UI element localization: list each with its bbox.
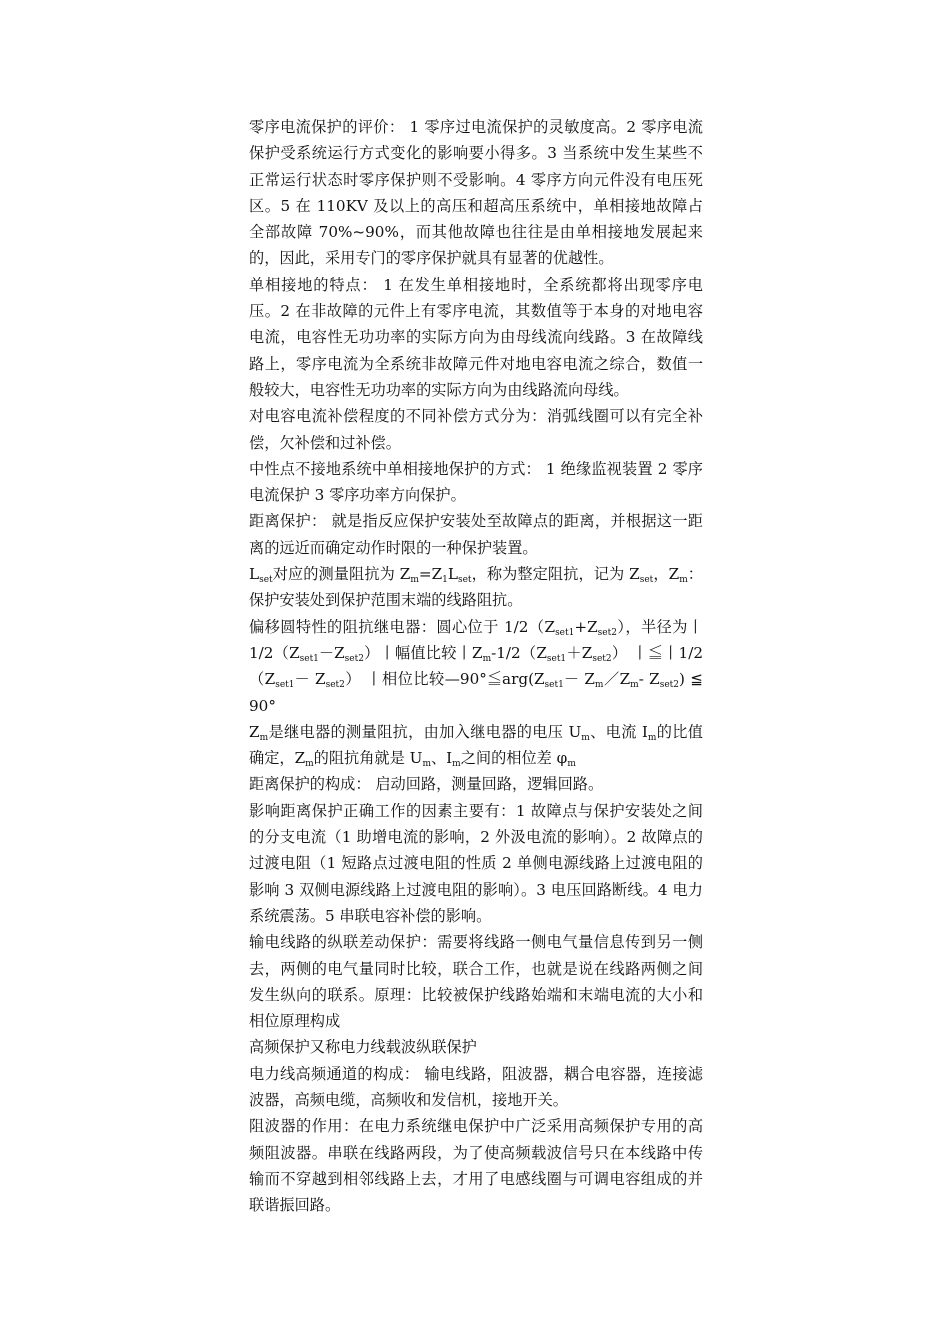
paragraph-distance-protection-composition: 距离保护的构成： 启动回路，测量回路，逻辑回路。	[249, 775, 604, 794]
paragraph-setting-impedance: $L_{set}$对应的测量阻抗为 $Z_m=Z_1L_{set}$，称为整定阻抗，记为 $Z_{set}$，$Z_m$：保护安装处到保护范围末端的线路阻抗。	[249, 565, 703, 610]
paragraph-ungrounded-protection-methods: 中性点不接地系统中单相接地保护的方式： 1 绝缘监视装置 2 零序电流保护 3 零序功率方向保护。	[249, 459, 703, 505]
paragraph-hf-channel-composition: 电力线高频通道的构成： 输电线路，阻波器，耦合电容器，连接滤波器，高频电缆，高频收和发信机，接地开关。	[249, 1064, 703, 1109]
paragraph-measured-impedance: $Z_m$是继电器的测量阻抗，由加入继电器的电压 $U_m$、电流 $I_m$的比值确定，$Z_m$的阻抗角就是 $U_m$、$I_m$之间的相位差 $\varphi_m$	[249, 722, 703, 770]
paragraph-hf-protection: 高频保护又称电力线载波纵联保护	[249, 1038, 477, 1057]
paragraph-single-phase-ground-features: 单相接地的特点： 1 在发生单相接地时，全系统都将出现零序电压。2 在非故障的元件上有零序电流，其数值等于本身的对地电容电流，电容性无功功率的实际方向为由母线流向线路。3 在故障线路上，零序电流为全系统非故障元件对地电容电流之综合，数值一般较大，电容性无功功率的实际方向为由线路流向母线。	[249, 275, 703, 399]
paragraph-longitudinal-differential: 输电线路的纵联差动保护：需要将线路一侧电气量信息传到另一侧去，两侧的电气量同时比较，联合工作，也就是说在线路两侧之间发生纵向的联系。原理：比较被保护线路始端和末端电流的大小和相位原理构成	[249, 933, 703, 1031]
paragraph-influencing-factors: 影响距离保护正确工作的因素主要有：1 故障点与保护安装处之间的分支电流（1 助增电流的影响，2 外汲电流的影响）。2 故障点的过渡电阻（1 短路点过渡电阻的性质 2 单侧电源线路上过渡电阻的影响 3 双侧电源线路上过渡电阻的影响）。3 电压回路断线。4 电力系统震荡。5 串联电容补偿的影响。	[249, 801, 703, 925]
paragraph-offset-circle-relay: 偏移圆特性的阻抗继电器：圆心位于 $1/2(Z_{set1}+Z_{set2})$，半径为丨$1/2(Z_{set1}-Z_{set2})$丨幅值比较丨$Z_m-1/2(Z_{set1}+Z_{set2})$ 丨≦丨$1/2(Z_{set1}- Z_{set2})$ 丨相位比较$—90^\circ≦arg(Z_{set1}-$ $Z_m/Z_m-$ $Z_{set2}$) ≦ 90°	[249, 617, 704, 715]
document-page	[249, 114, 703, 1218]
paragraph-compensation-modes: 对电容电流补偿程度的不同补偿方式分为：消弧线圈可以有完全补偿，欠补偿和过补偿。	[249, 407, 703, 452]
paragraph-zero-sequence-evaluation: 零序电流保护的评价： 1 零序过电流保护的灵敏度高。2 零序电流保护受系统运行方式变化的影响要小得多。3 当系统中发生某些不正常运行状态时零序保护则不受影响。4 零序方向元件没有电压死区。5 在 110KV 及以上的高压和超高压系统中，单相接地故障占全部故障 70%~90%，而其他故障也往往是由单相接地发展起来的，因此，采用专门的零序保护就具有显著的优越性。	[249, 118, 703, 268]
paragraph-distance-protection-definition: 距离保护： 就是指反应保护安装处至故障点的距离，并根据这一距离的远近而确定动作时限的一种保护装置。	[249, 512, 703, 557]
paragraph-wave-trap-function: 阻波器的作用：在电力系统继电保护中广泛采用高频保护专用的高频阻波器。串联在线路两段，为了使高频载波信号只在本线路中传输而不穿越到相邻线路上去，才用了电感线圈与可调电容组成的并联谐振回路。	[249, 1117, 703, 1215]
